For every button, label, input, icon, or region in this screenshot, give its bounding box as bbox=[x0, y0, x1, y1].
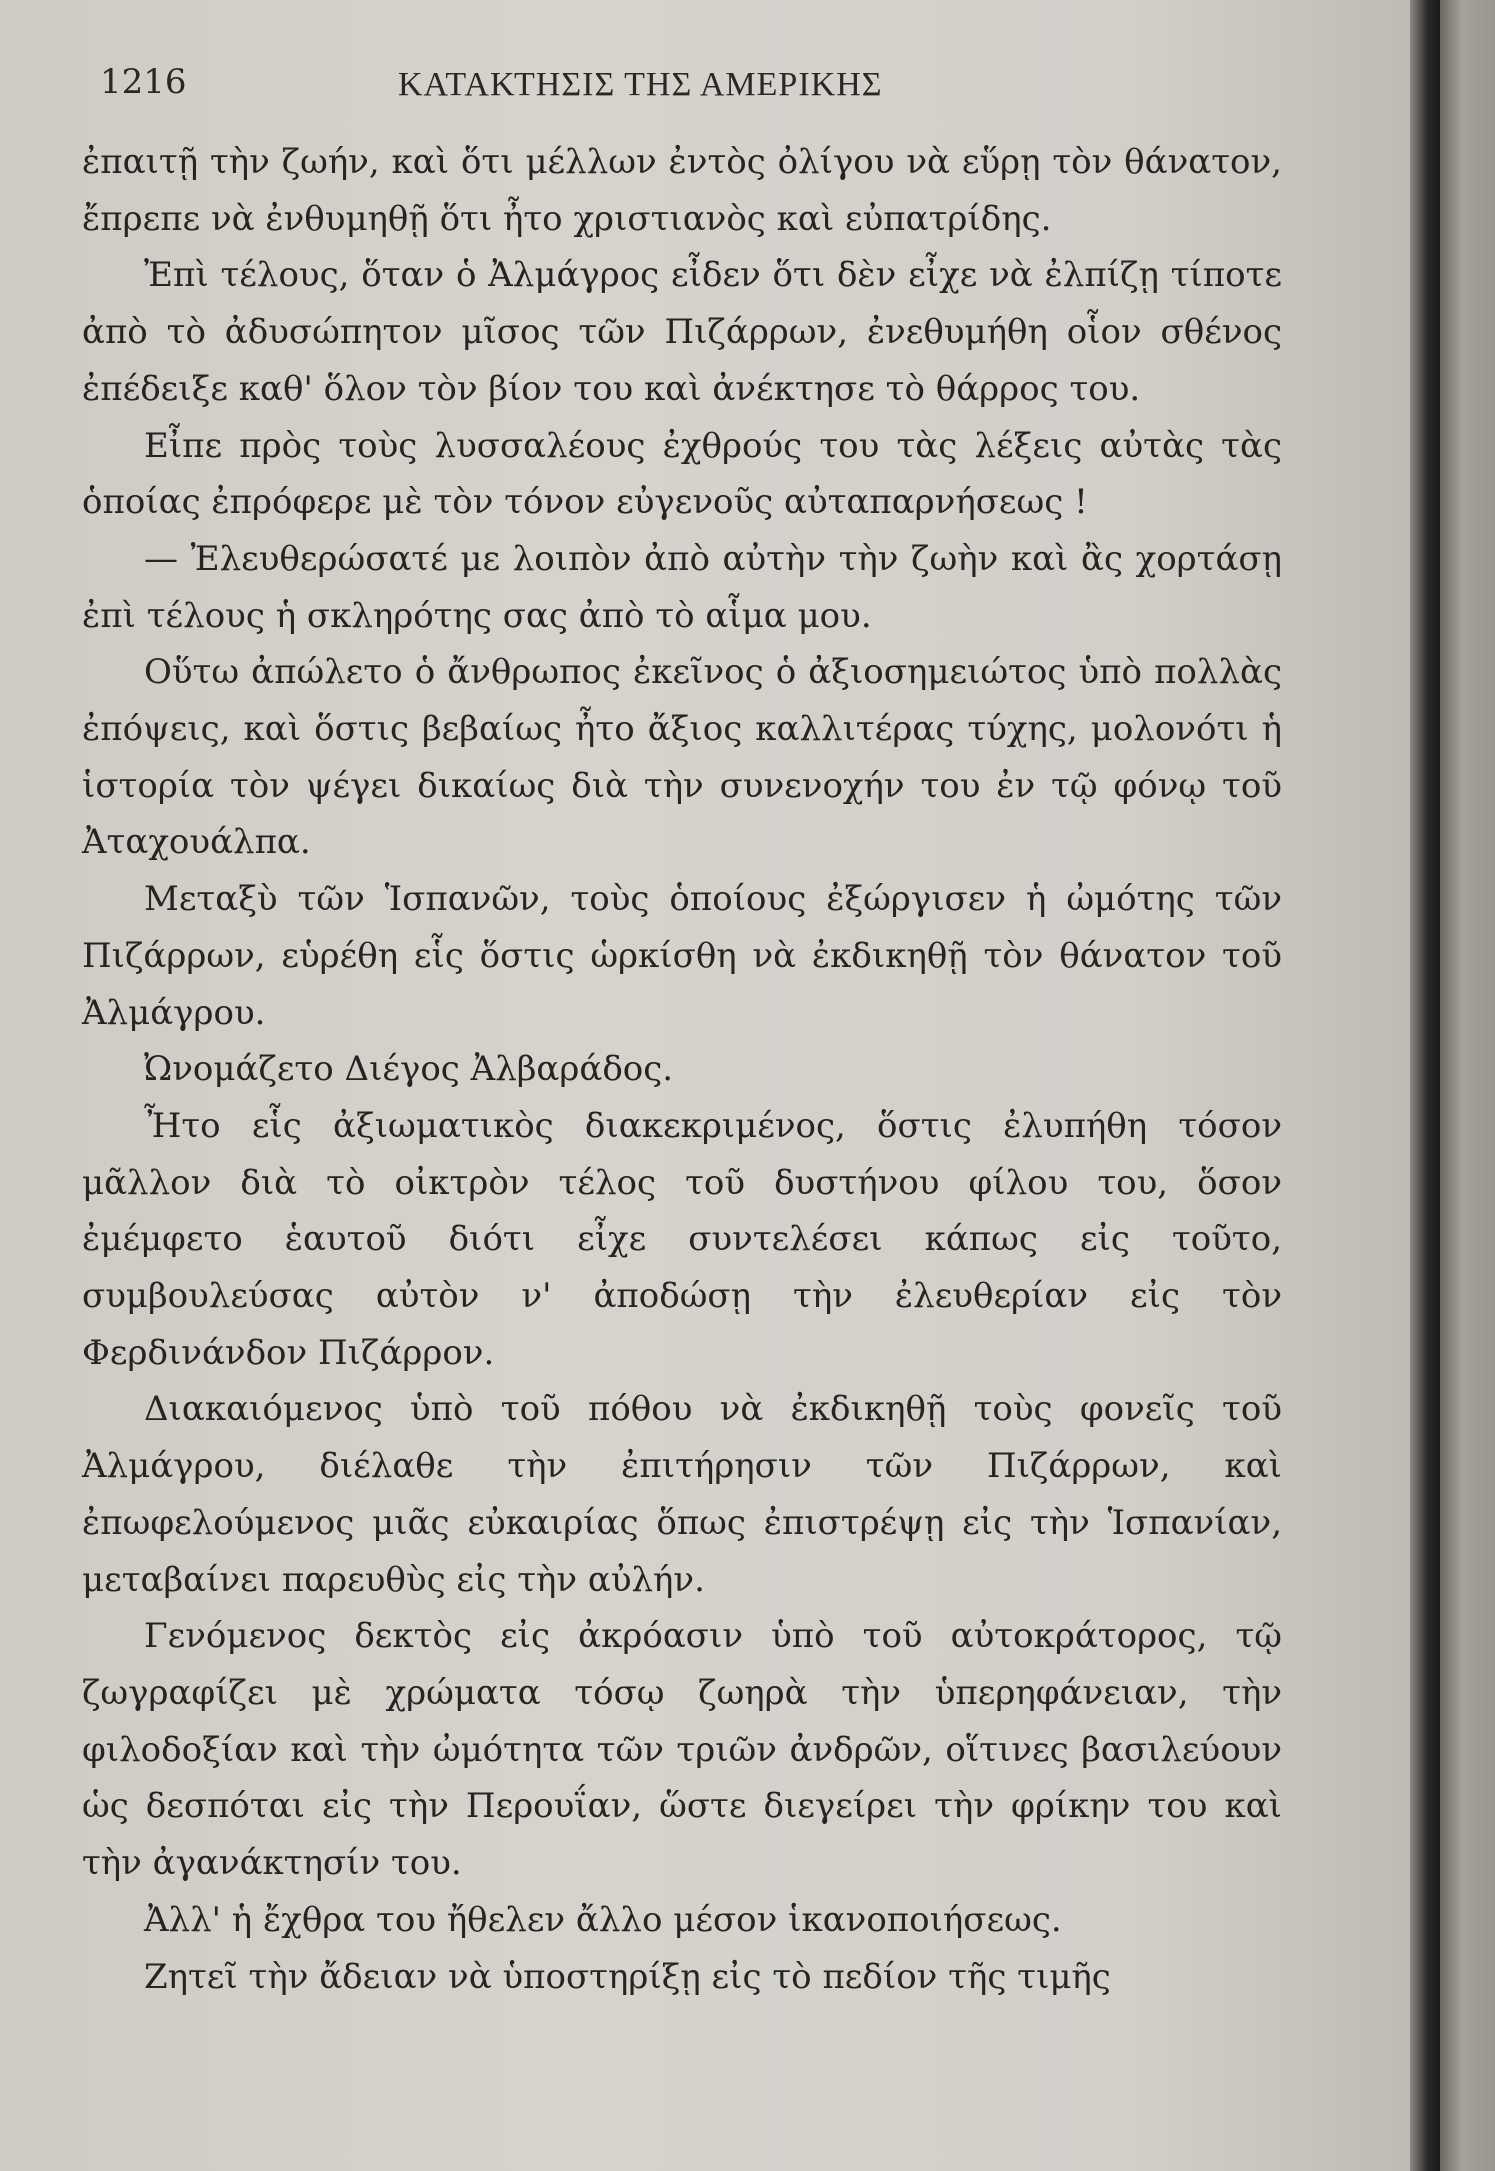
page-number: 1216 bbox=[100, 62, 187, 102]
paragraph: — Ἐλευθερώσατέ με λοιπὸν ἀπὸ αὐτὴν τὴν ζωὴν καὶ ἂς χορτάσῃ ἐπὶ τέλους ἡ σκληρότης σας ἀπὸ τὸ αἷμα μου. bbox=[82, 538, 1282, 636]
paragraph: Διακαιόμενος ὑπὸ τοῦ πόθου νὰ ἐκδικηθῇ τοὺς φονεῖς τοῦ Ἀλμάγρου, διέλαθε τὴν ἐπιτήρησιν τῶν Πιζάρρων, καὶ ἐπωφελούμενος μιᾶς εὐκαιρίας ὅπως ἐπιστρέψῃ εἰς τὴν Ἱσπανίαν, μεταβαίνει παρευθὺς εἰς τὴν αὐλήν. bbox=[82, 1389, 1282, 1600]
running-title: ΚΑΤΑΚΤΗΣΙΣ ΤΗΣ ΑΜΕΡΙΚΗΣ bbox=[398, 66, 883, 103]
paragraph: Οὕτω ἀπώλετο ὁ ἄνθρωπος ἐκεῖνος ὁ ἀξιοσημειώτος ὑπὸ πολλὰς ἐπόψεις, καὶ ὅστις βεβαίως ἦτο ἄξιος καλλιτέρας τύχης, μολονότι ἡ ἱστορία τὸν ψέγει δικαίως διὰ τὴν συνενοχήν του ἐν τῷ φόνῳ τοῦ Ἀταχουάλπα. bbox=[82, 652, 1282, 863]
paragraph: ἐπαιτῇ τὴν ζωήν, καὶ ὅτι μέλλων ἐντὸς ὀλίγου νὰ εὕρῃ τὸν θάνατον, ἔπρεπε νὰ ἐνθυμηθῇ ὅτι ἦτο χριστιανὸς καὶ εὐπατρίδης. bbox=[82, 142, 1282, 239]
paragraph: Εἶπε πρὸς τοὺς λυσσαλέους ἐχθρούς του τὰς λέξεις αὐτὰς τὰς ὁποίας ἐπρόφερε μὲ τὸν τόνον εὐγενοῦς αὐταπαρνήσεως ! bbox=[82, 425, 1282, 523]
page-header bbox=[100, 62, 1300, 122]
paragraph: Ζητεῖ τὴν ἄδειαν νὰ ὑποστηρίξῃ εἰς τὸ πεδίον τῆς τιμῆς bbox=[144, 1956, 1111, 1997]
paragraph: Ἀλλ' ἡ ἔχθρα του ἤθελεν ἄλλο μέσον ἱκανοποιήσεως. bbox=[144, 1899, 1062, 1940]
paragraph: Γενόμενος δεκτὸς εἰς ἀκρόασιν ὑπὸ τοῦ αὐτοκράτορος, τῷ ζωγραφίζει μὲ χρώματα τόσῳ ζωηρὰ τὴν ὑπερηφάνειαν, τὴν φιλοδοξίαν καὶ τὴν ὠμότητα τῶν τριῶν ἀνδρῶν, οἵτινες βασιλεύουν ὡς δεσπόται εἰς τὴν Περουΐαν, ὥστε διεγείρει τὴν φρίκην του καὶ τὴν ἀγανάκτησίν του. bbox=[82, 1616, 1282, 1884]
book-binding-edge bbox=[1440, 0, 1495, 2171]
paragraph: Μεταξὺ τῶν Ἱσπανῶν, τοὺς ὁποίους ἐξώργισεν ἡ ὠμότης τῶν Πιζάρρων, εὑρέθη εἷς ὅστις ὡρκίσθη νὰ ἐκδικηθῇ τὸν θάνατον τοῦ Ἀλμάγρου. bbox=[82, 879, 1282, 1033]
book-gutter-shadow bbox=[1410, 0, 1440, 2171]
paragraph: Ἐπὶ τέλους, ὅταν ὁ Ἀλμάγρος εἶδεν ὅτι δὲν εἶχε νὰ ἐλπίζῃ τίποτε ἀπὸ τὸ ἀδυσώπητον μῖσος τῶν Πιζάρρων, ἐνεθυμήθη οἷον σθένος ἐπέδειξε καθ' ὅλον τὸν βίον του καὶ ἀνέκτησε τὸ θάρρος του. bbox=[82, 255, 1282, 409]
body-text bbox=[82, 134, 1282, 2005]
paragraph: Ἦτο εἷς ἀξιωματικὸς διακεκριμένος, ὅστις ἐλυπήθη τόσον μᾶλλον διὰ τὸ οἰκτρὸν τέλος τοῦ δυστήνου φίλου του, ὅσον ἐμέμφετο ἑαυτοῦ διότι εἶχε συντελέσει κάπως εἰς τοῦτο, συμβουλεύσας αὐτὸν ν' ἀποδώσῃ τὴν ἐλευθερίαν εἰς τὸν Φερδινάνδον Πιζάρρον. bbox=[82, 1105, 1282, 1373]
paragraph: Ὠνομάζετο Διέγος Ἀλβαράδος. bbox=[144, 1049, 674, 1090]
